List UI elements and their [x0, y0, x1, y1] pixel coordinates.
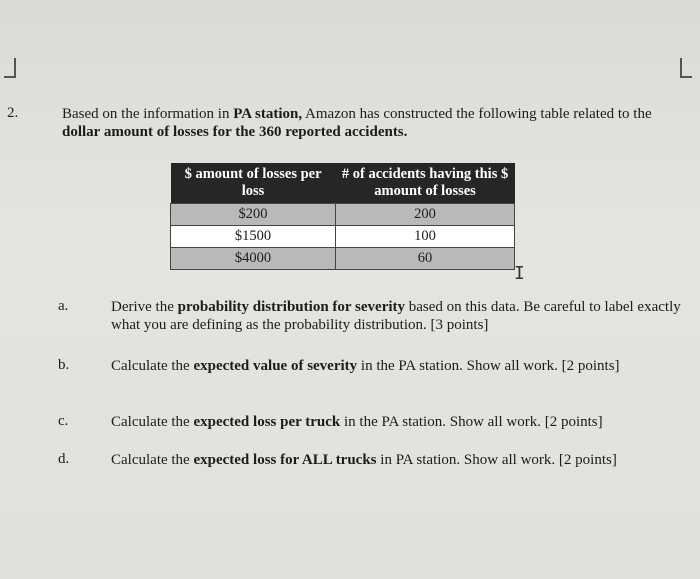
part-c-post: in the PA station. Show all work. [2 points] [340, 414, 603, 430]
part-b-post: in the PA station. Show all work. [2 points] [357, 358, 620, 374]
crop-mark-left [4, 58, 16, 78]
table-row [171, 204, 515, 226]
part-d-pre: Calculate the [111, 452, 194, 468]
cell-accidents: 60 [336, 248, 515, 270]
part-d-bold: expected loss for ALL trucks [193, 452, 377, 468]
part-c-letter: c. [58, 413, 69, 429]
part-c-text [111, 413, 681, 431]
question-intro [62, 105, 682, 141]
part-a-text [111, 298, 681, 334]
part-b-pre: Calculate the [111, 358, 194, 374]
header-accidents: # of accidents having this $ amount of losses [336, 163, 515, 204]
part-a-post: based on this data. Be careful to label exactly what you are defining as the probability distribution. [3 points] [111, 299, 681, 333]
part-d-post: in PA station. Show all work. [2 points] [376, 452, 617, 468]
cell-amount: $200 [171, 204, 336, 226]
cell-amount: $4000 [171, 248, 336, 270]
table-row [171, 248, 515, 270]
cell-amount: $1500 [171, 226, 336, 248]
header-amount: $ amount of losses per loss [171, 163, 336, 204]
losses-table [170, 163, 515, 270]
part-d-letter: d. [58, 451, 70, 467]
part-c-bold: expected loss per truck [193, 414, 341, 430]
intro-bold-2: dollar amount of losses for the 360 reported accidents. [62, 124, 408, 140]
question-number: 2. [7, 105, 19, 121]
text-cursor-icon: I [514, 263, 525, 284]
intro-bold-1: PA station, [233, 106, 303, 122]
part-d-text [111, 451, 681, 469]
intro-text-1: Based on the information in [62, 106, 234, 122]
part-c-pre: Calculate the [111, 414, 194, 430]
cell-accidents: 100 [336, 226, 515, 248]
table-header-row [171, 163, 515, 204]
part-a-letter: a. [58, 298, 69, 314]
part-a-bold: probability distribution for severity [177, 299, 406, 315]
table-row [171, 226, 515, 248]
crop-mark-right [680, 58, 692, 78]
part-a-pre: Derive the [111, 299, 178, 315]
part-b-letter: b. [58, 357, 70, 373]
cell-accidents: 200 [336, 204, 515, 226]
part-b-bold: expected value of severity [193, 358, 358, 374]
intro-text-2: Amazon has constructed the following table related to the [302, 106, 652, 122]
part-b-text [111, 357, 681, 375]
